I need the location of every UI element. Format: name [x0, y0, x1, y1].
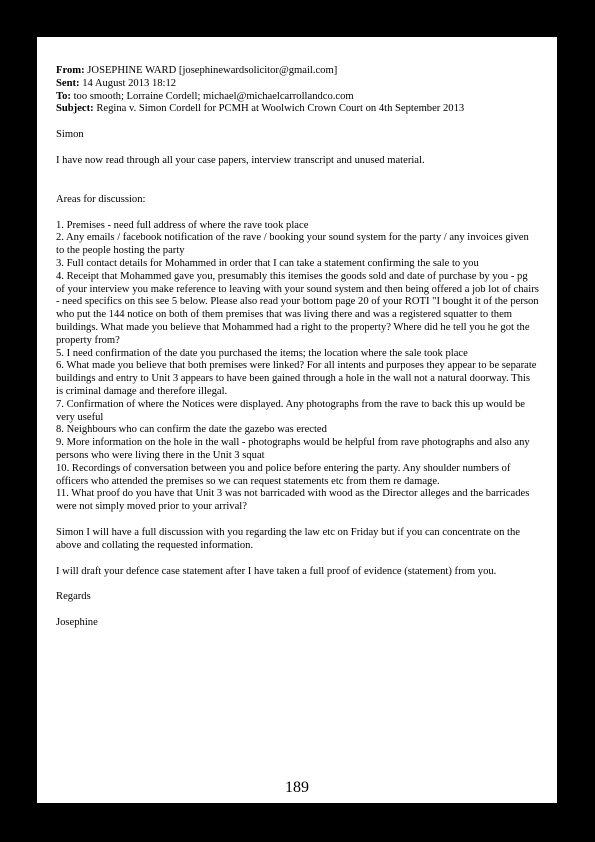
- signoff: Regards: [56, 591, 91, 603]
- to-value: too smooth; Lorraine Cordell; michael@michaelcarrollandco.com: [73, 90, 354, 102]
- list-item: 10. Recordings of conversation between you and police before entering the party. Any shoulder numbers of officers who attended the premises so we can request statements etc from them re damage.: [56, 462, 511, 487]
- list-item: 3. Full contact details for Mohammed in order that I can take a statement confirming the sale to you: [56, 257, 479, 269]
- to-label: To:: [56, 90, 71, 102]
- from-value: JOSEPHINE WARD [josephinewardsolicitor@gmail.com]: [87, 65, 338, 76]
- page-number: 189: [285, 779, 309, 796]
- closing-paragraph-2: I will draft your defence case statement after I have taken a full proof of evidence (statement) from you.: [56, 565, 497, 577]
- subject-label: Subject:: [56, 103, 94, 115]
- list-item: 5. I need confirmation of the date you purchased the items; the location where the sale took place: [56, 347, 468, 359]
- intro-paragraph: I have now read through all your case papers, interview transcript and unused material.: [56, 154, 425, 166]
- salutation: Simon: [56, 129, 84, 141]
- sent-label: Sent:: [56, 77, 80, 89]
- signature: Josephine: [56, 617, 98, 629]
- list-item: 1. Premises - need full address of where the rave took place: [56, 219, 309, 231]
- list-item: 6. What made you believe that both premises were linked? For all intents and purposes they appear to be separate buildings and entry to Unit 3 appears to have been gained through a hole in the wall not a natural doorway. This is criminal damage and therefore illegal.: [56, 360, 537, 397]
- list-item: 11. What proof do you have that Unit 3 was not barricaded with wood as the Director alleges and the barricades were not simply moved prior to your arrival?: [56, 488, 530, 513]
- from-line: [56, 65, 539, 78]
- list-item: 7. Confirmation of where the Notices were displayed. Any photographs from the rave to back this up would be very useful: [56, 398, 525, 423]
- to-line: [56, 91, 539, 104]
- from-label: From:: [56, 65, 85, 76]
- closing-paragraph-1: Simon I will have a full discussion with you regarding the law etc on Friday but if you can concentrate on the above and collating the requested information.: [56, 526, 520, 551]
- subject-line: [56, 103, 539, 116]
- document-page: [37, 37, 557, 803]
- subject-value: Regina v. Simon Cordell for PCMH at Woolwich Crown Court on 4th September 2013: [96, 103, 465, 115]
- sent-line: [56, 78, 539, 91]
- list-item: 4. Receipt that Mohammed gave you, presumably this itemises the goods sold and date of purchase by you - pg of your interview you make reference to leaving with your sound system and then being offered a job lot of chairs - need specifics on this see 5 below. Please also read your bottom page 20 of your ROTI "I bought it of the person who put the 144 notice on both of them premises that was living there and was a registered squatter to them buildings. What made you believe that Mohammed had a right to the property? Where did he tell you he got the property from?: [56, 270, 539, 346]
- email-header: [56, 65, 539, 116]
- discussion-list: [56, 220, 539, 514]
- list-item: 9. More information on the hole in the wall - photographs would be helpful from rave photographs and also any persons who were living there in the Unit 3 squat: [56, 437, 530, 461]
- list-item: 2. Any emails / facebook notification of the rave / booking your sound system for the party / any invoices given to the people hosting the party: [56, 232, 529, 257]
- sent-value: 14 August 2013 18:12: [82, 77, 177, 89]
- list-item: 8. Neighbours who can confirm the date the gazebo was erected: [56, 424, 327, 436]
- areas-heading: Areas for discussion:: [56, 193, 146, 205]
